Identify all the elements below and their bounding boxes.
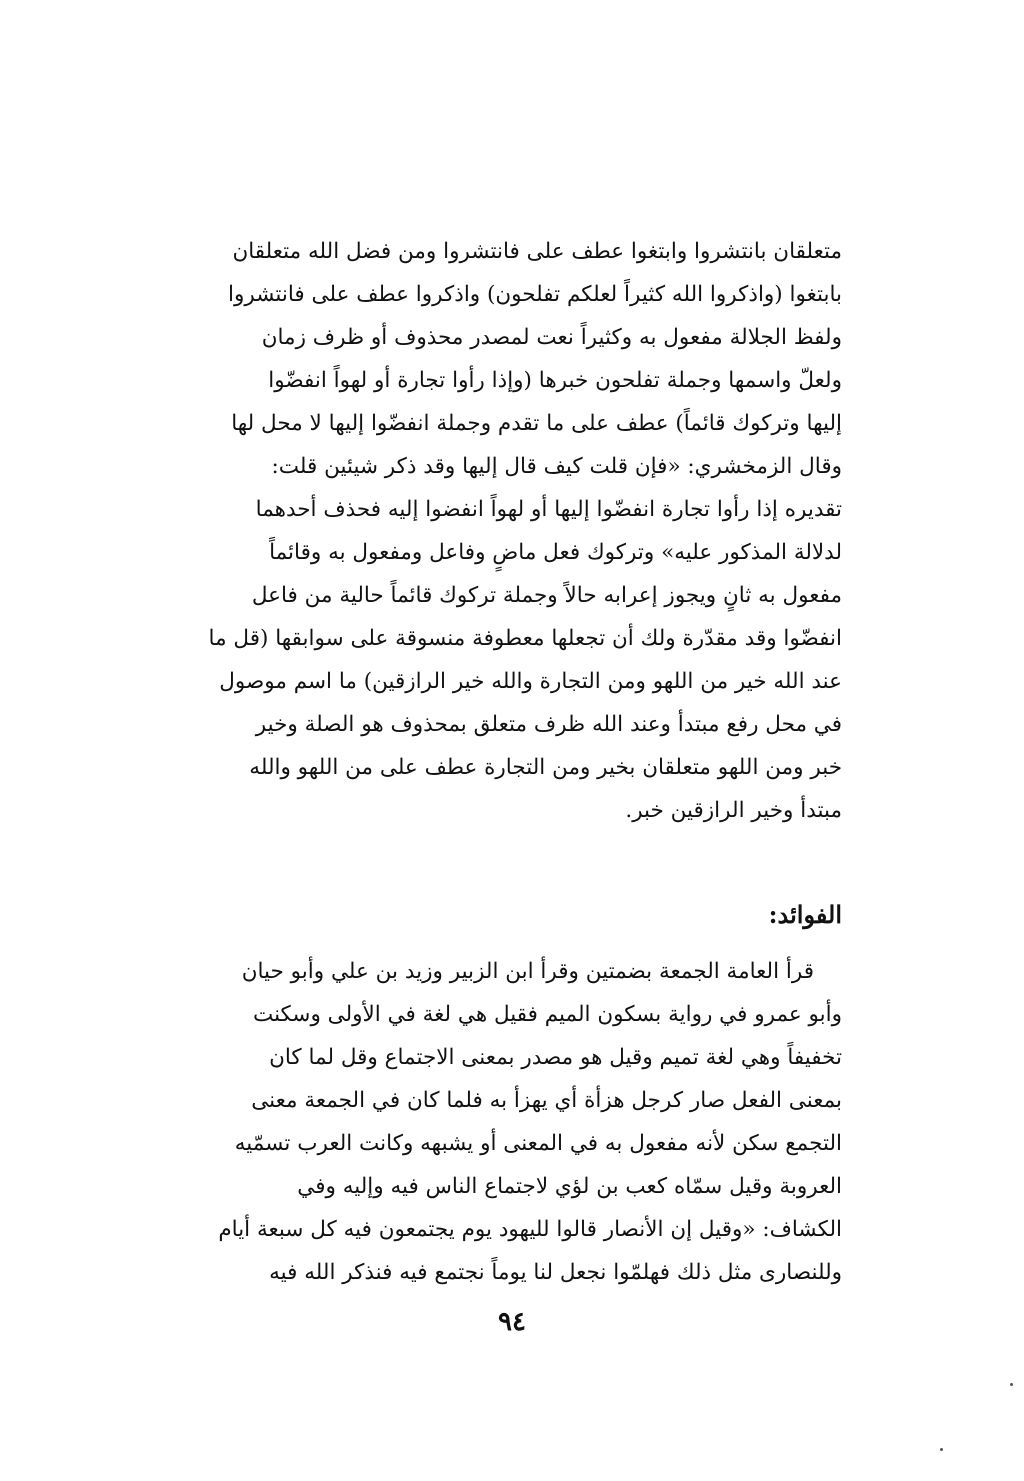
body-paragraph-1 [162,230,842,832]
text-line: بمعنى الفعل صار كرجل هزأة أي يهزأ به فلما كان في الجمعة معنى [251,1088,842,1113]
text-line: الكشاف: «وقيل إن الأنصار قالوا لليهود يوم يجتمعون فيه كل سبعة أيام [218,1217,842,1242]
text-line: العروبة وقيل سمّاه كعب بن لؤي لاجتماع الناس فيه وإليه وفي [297,1174,842,1199]
text-line: وللنصارى مثل ذلك فهلمّوا نجعل لنا يوماً نجتمع فيه فنذكر الله فيه [269,1260,842,1285]
text-line: انفضّوا وقد مقدّرة ولك أن تجعلها معطوفة منسوقة على سوابقها (قل ما [208,626,842,651]
text-line: مبتدأ وخير الرازقين خبر. [625,798,842,823]
text-line: وأبو عمرو في رواية بسكون الميم فقيل هي لغة في الأولى وسكنت [252,1002,842,1027]
section-heading: الفوائد: [768,900,842,929]
text-line: مفعول به ثانٍ ويجوز إعرابه حالاً وجملة تركوك قائماً حالية من فاعل [251,583,842,608]
text-line: ولفظ الجلالة مفعول به وكثيراً نعت لمصدر محذوف أو ظرف زمان [261,325,842,350]
text-line: إليها وتركوك قائماً) عطف على ما تقدم وجملة انفضّوا إليها لا محل لها [231,411,842,436]
text-line: قرأ العامة الجمعة بضمتين وقرأ ابن الزبير وزيد بن علي وأبو حيان [241,959,814,984]
text-line: في محل رفع مبتدأ وعند الله ظرف متعلق بمحذوف هو الصلة وخير [255,712,842,737]
text-line: متعلقان بانتشروا وابتغوا عطف على فانتشروا ومن فضل الله متعلقان [232,239,842,264]
page-number: ٩٤ [498,1307,526,1337]
text-line: وقال الزمخشري: «فإن قلت كيف قال إليها وقد ذكر شيئين قلت: [271,454,842,479]
text-line: لدلالة المذكور عليه» وتركوك فعل ماضٍ وفاعل ومفعول به وقائماً [269,540,842,565]
text-line: خبر ومن اللهو متعلقان بخير ومن التجارة عطف على من اللهو والله [249,755,842,780]
scan-speck [1010,1383,1013,1386]
text-line: التجمع سكن لأنه مفعول به في المعنى أو يشبهه وكانت العرب تسمّيه [234,1131,842,1156]
text-line: ولعلّ واسمها وجملة تفلحون خبرها (وإذا رأوا تجارة أو لهواً انفضّوا [268,368,842,393]
scan-speck [940,1448,943,1451]
text-line: تقديره إذا رأوا تجارة انفضّوا إليها أو لهواً انفضوا إليه فحذف أحدهما [255,497,842,522]
text-line: بابتغوا (واذكروا الله كثيراً لعلكم تفلحون) واذكروا عطف على فانتشروا [228,282,842,307]
body-paragraph-2 [162,950,842,1294]
text-line: تخفيفاً وهي لغة تميم وقيل هو مصدر بمعنى الاجتماع وقل لما كان [269,1045,842,1070]
text-line: عند الله خير من اللهو ومن التجارة والله خير الرازقين) ما اسم موصول [219,669,842,694]
